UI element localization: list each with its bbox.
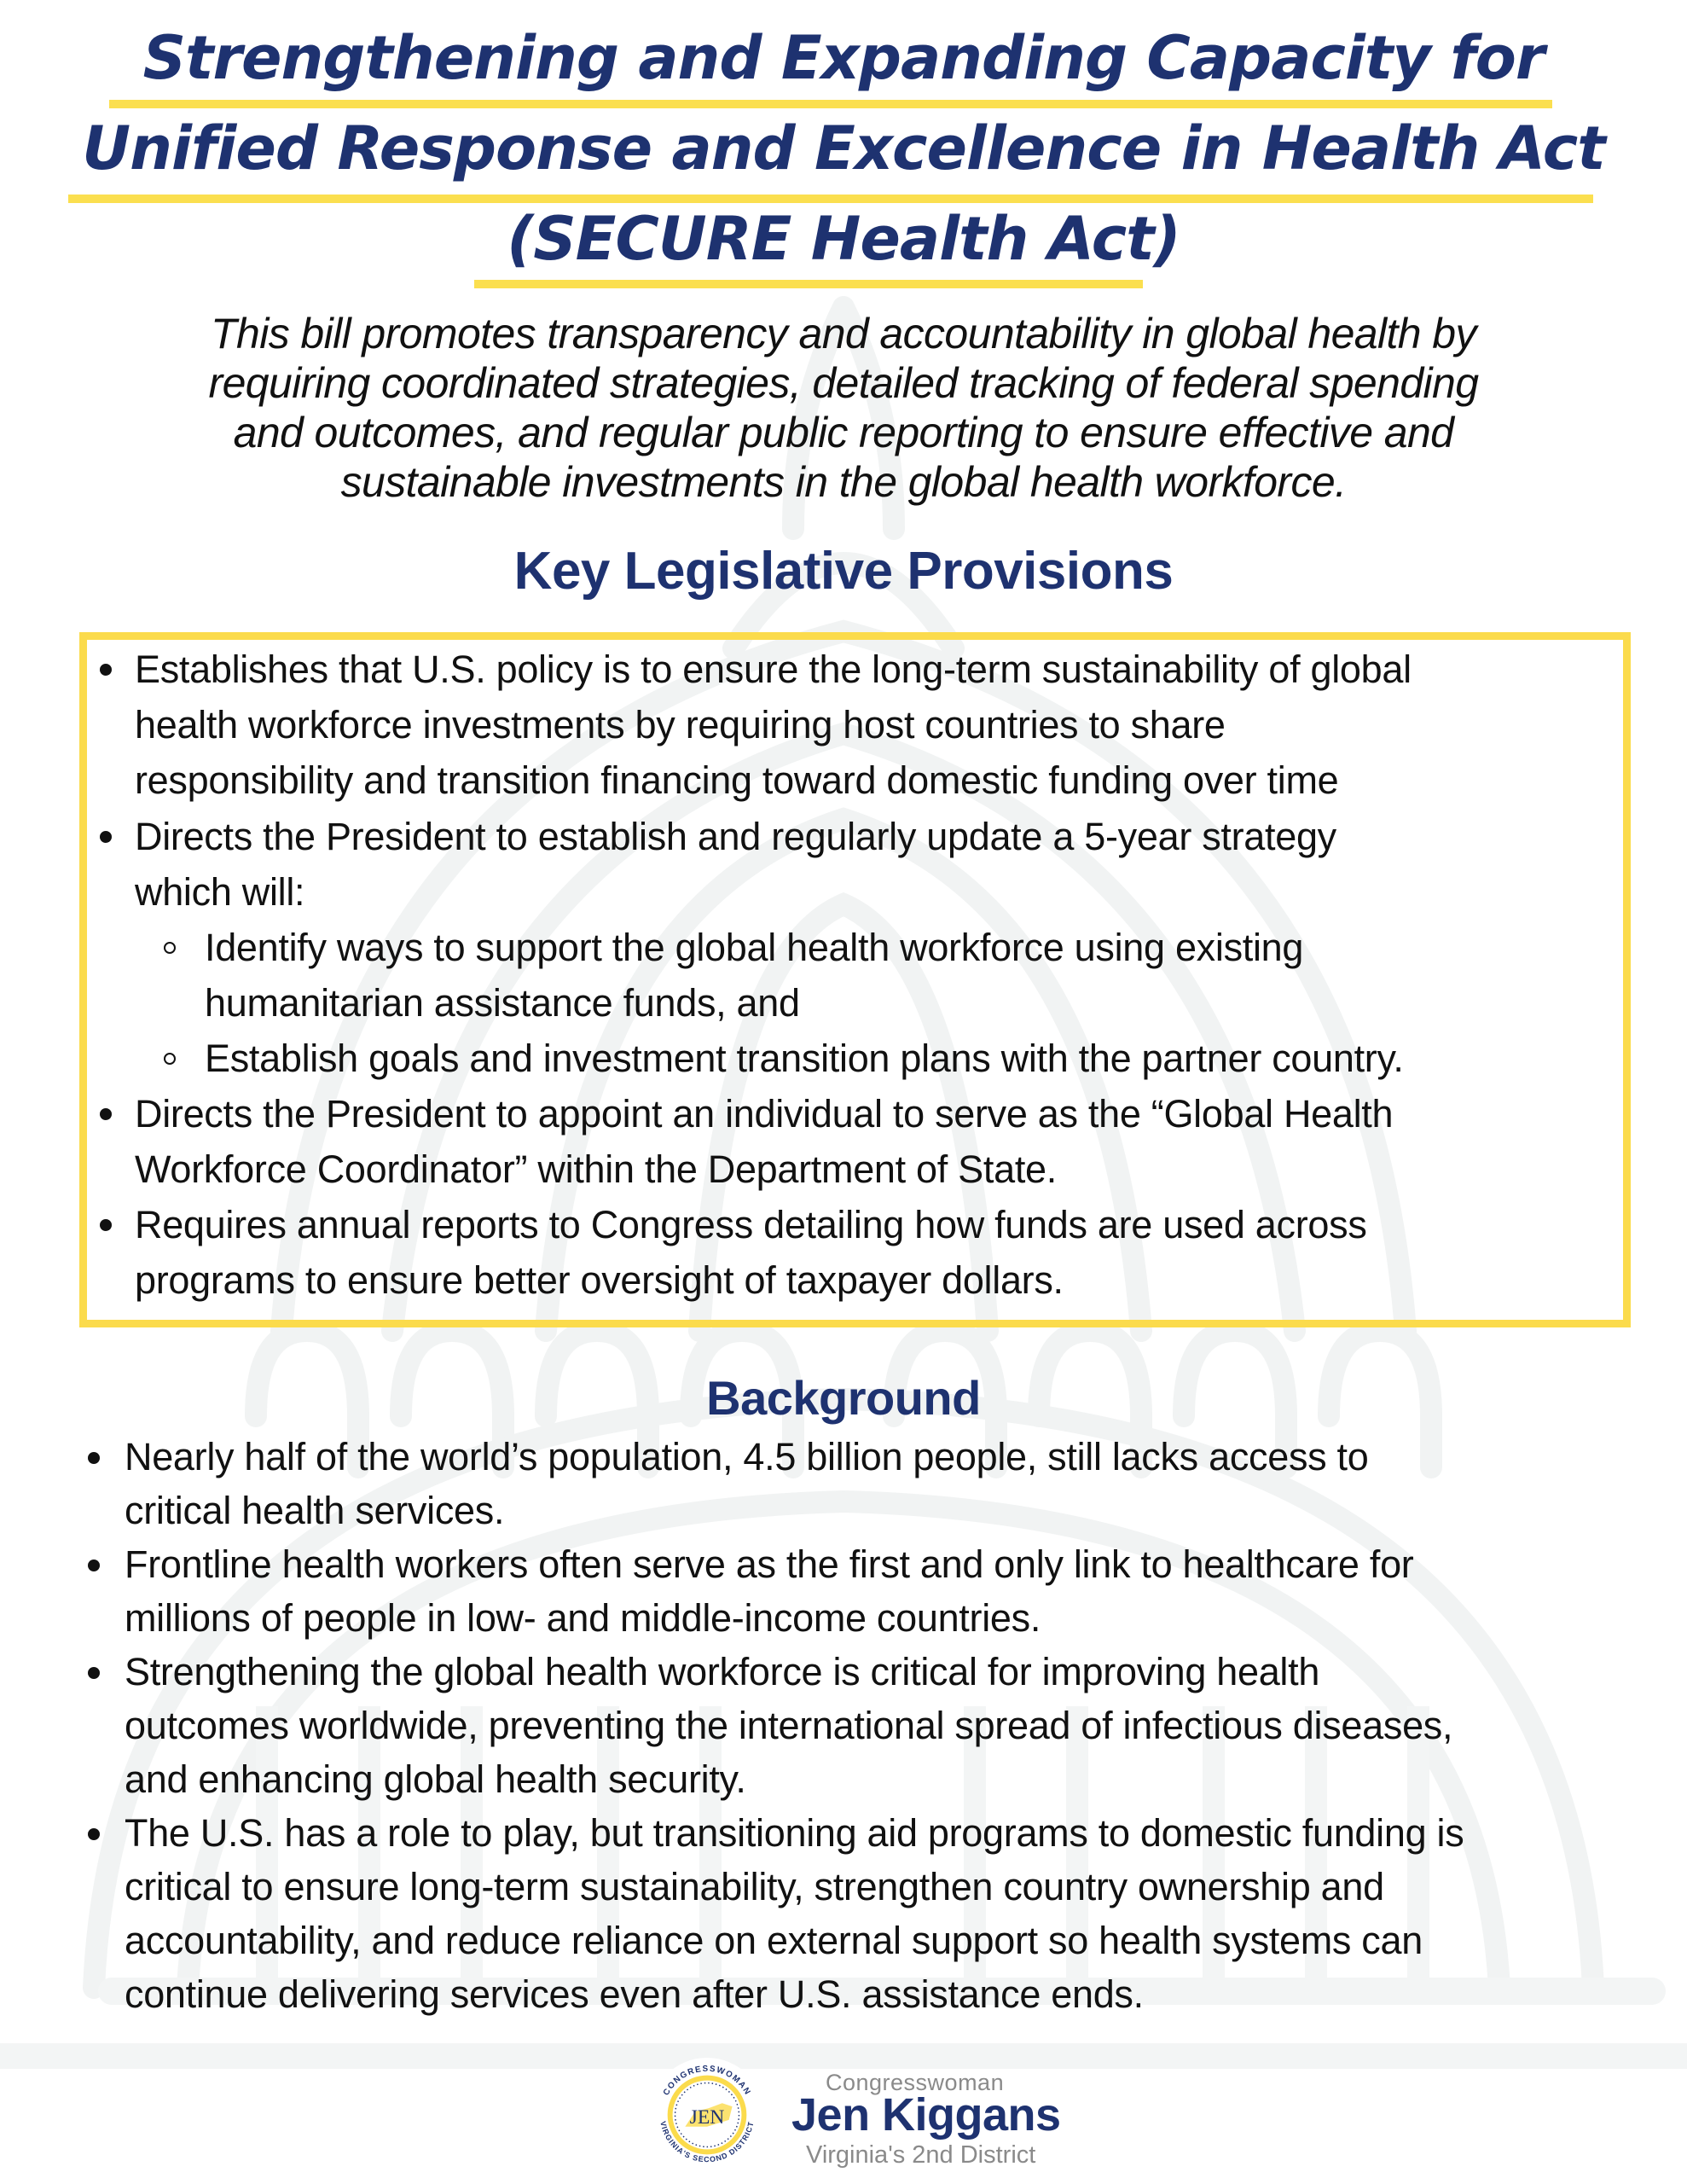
bullet-icon (88, 1560, 100, 1571)
bullet-icon (100, 1219, 112, 1231)
seal-top-text: CONGRESSWOMAN (661, 2064, 753, 2098)
provision-2-sub-2-line-1: Establish goals and investment transition plans with the partner country. (205, 1037, 1404, 1080)
title-underline-1 (109, 100, 1552, 108)
background-4-line-1: The U.S. has a role to play, but transitioning aid programs to domestic funding is (125, 1811, 1464, 1855)
bullet-icon (88, 1828, 100, 1840)
bullet-icon (88, 1667, 100, 1679)
provision-3-line-1: Directs the President to appoint an individual to serve as the “Global Health (135, 1092, 1394, 1136)
background-4-line-3: accountability, and reduce reliance on external support so health systems can (125, 1919, 1423, 1962)
background-4-line-2: critical to ensure long-term sustainability, strengthen country ownership and (125, 1865, 1384, 1908)
title-line-3: (SECURE Health Act) (507, 204, 1180, 274)
background-3-line-1: Strengthening the global health workforce is critical for improving health (125, 1650, 1320, 1693)
provision-2-sub-1-line-2: humanitarian assistance funds, and (205, 981, 800, 1025)
provision-2-line-2: which will: (135, 870, 305, 914)
bullet-icon (100, 664, 112, 676)
background-2-line-2: millions of people in low- and middle-income countries. (125, 1596, 1041, 1640)
provision-2-sub-1-line-1: Identify ways to support the global health workforce using existing (205, 926, 1304, 969)
bullet-icon (100, 831, 112, 843)
provision-3-line-2: Workforce Coordinator” within the Department of State. (135, 1147, 1057, 1191)
footer-name: Jen Kiggans (791, 2089, 1061, 2140)
seal-monogram: JEN (689, 2106, 725, 2129)
background-3-line-2: outcomes worldwide, preventing the international spread of infectious diseases, (125, 1704, 1453, 1747)
background-1-line-2: critical health services. (125, 1489, 505, 1532)
sub-bullet-icon (164, 942, 176, 954)
background-1-line-1: Nearly half of the world’s population, 4.5 billion people, still lacks access to (125, 1435, 1369, 1478)
provision-2-line-1: Directs the President to establish and regularly update a 5-year strategy (135, 815, 1336, 858)
intro-line: requiring coordinated strategies, detailed tracking of federal spending (208, 359, 1479, 407)
sub-bullet-icon (164, 1053, 176, 1065)
title-underline-2 (68, 195, 1593, 203)
intro-line: This bill promotes transparency and accountability in global health by (211, 310, 1476, 357)
intro-line: and outcomes, and regular public reporting to ensure effective and (233, 409, 1454, 456)
intro-line: sustainable investments in the global health workforce. (340, 458, 1347, 506)
title-line-1: Strengthening and Expanding Capacity for (142, 23, 1545, 93)
intro-summary (94, 309, 1593, 507)
background-3-line-3: and enhancing global health security. (125, 1757, 746, 1801)
bullet-icon (88, 1452, 100, 1464)
provision-4-line-1: Requires annual reports to Congress detailing how funds are used across (135, 1203, 1367, 1246)
background-heading: Background (706, 1371, 981, 1425)
provision-1-line-2: health workforce investments by requiring host countries to share (135, 703, 1226, 746)
background-2-line-1: Frontline health workers often serve as the first and only link to healthcare for (125, 1542, 1414, 1586)
provision-1-line-3: responsibility and transition financing toward domestic funding over time (135, 758, 1339, 802)
footer-district: Virginia's 2nd District (806, 2141, 1036, 2169)
title-underline-3 (474, 280, 1143, 288)
background-4-line-4: continue delivering services even after U.S. assistance ends. (125, 1972, 1144, 2016)
seal-bottom-text: VIRGINIA'S SECOND DISTRICT (658, 2120, 756, 2164)
provisions-heading: Key Legislative Provisions (513, 542, 1174, 601)
bullet-icon (100, 1108, 112, 1120)
provision-1-line-1: Establishes that U.S. policy is to ensure the long-term sustainability of global (135, 648, 1412, 691)
footer-title: Congresswoman (826, 2070, 1005, 2095)
title-line-2: Unified Response and Excellence in Health Act (82, 113, 1605, 183)
provision-4-line-2: programs to ensure better oversight of taxpayer dollars. (135, 1258, 1064, 1302)
congresswoman-seal-logo (648, 2056, 766, 2174)
